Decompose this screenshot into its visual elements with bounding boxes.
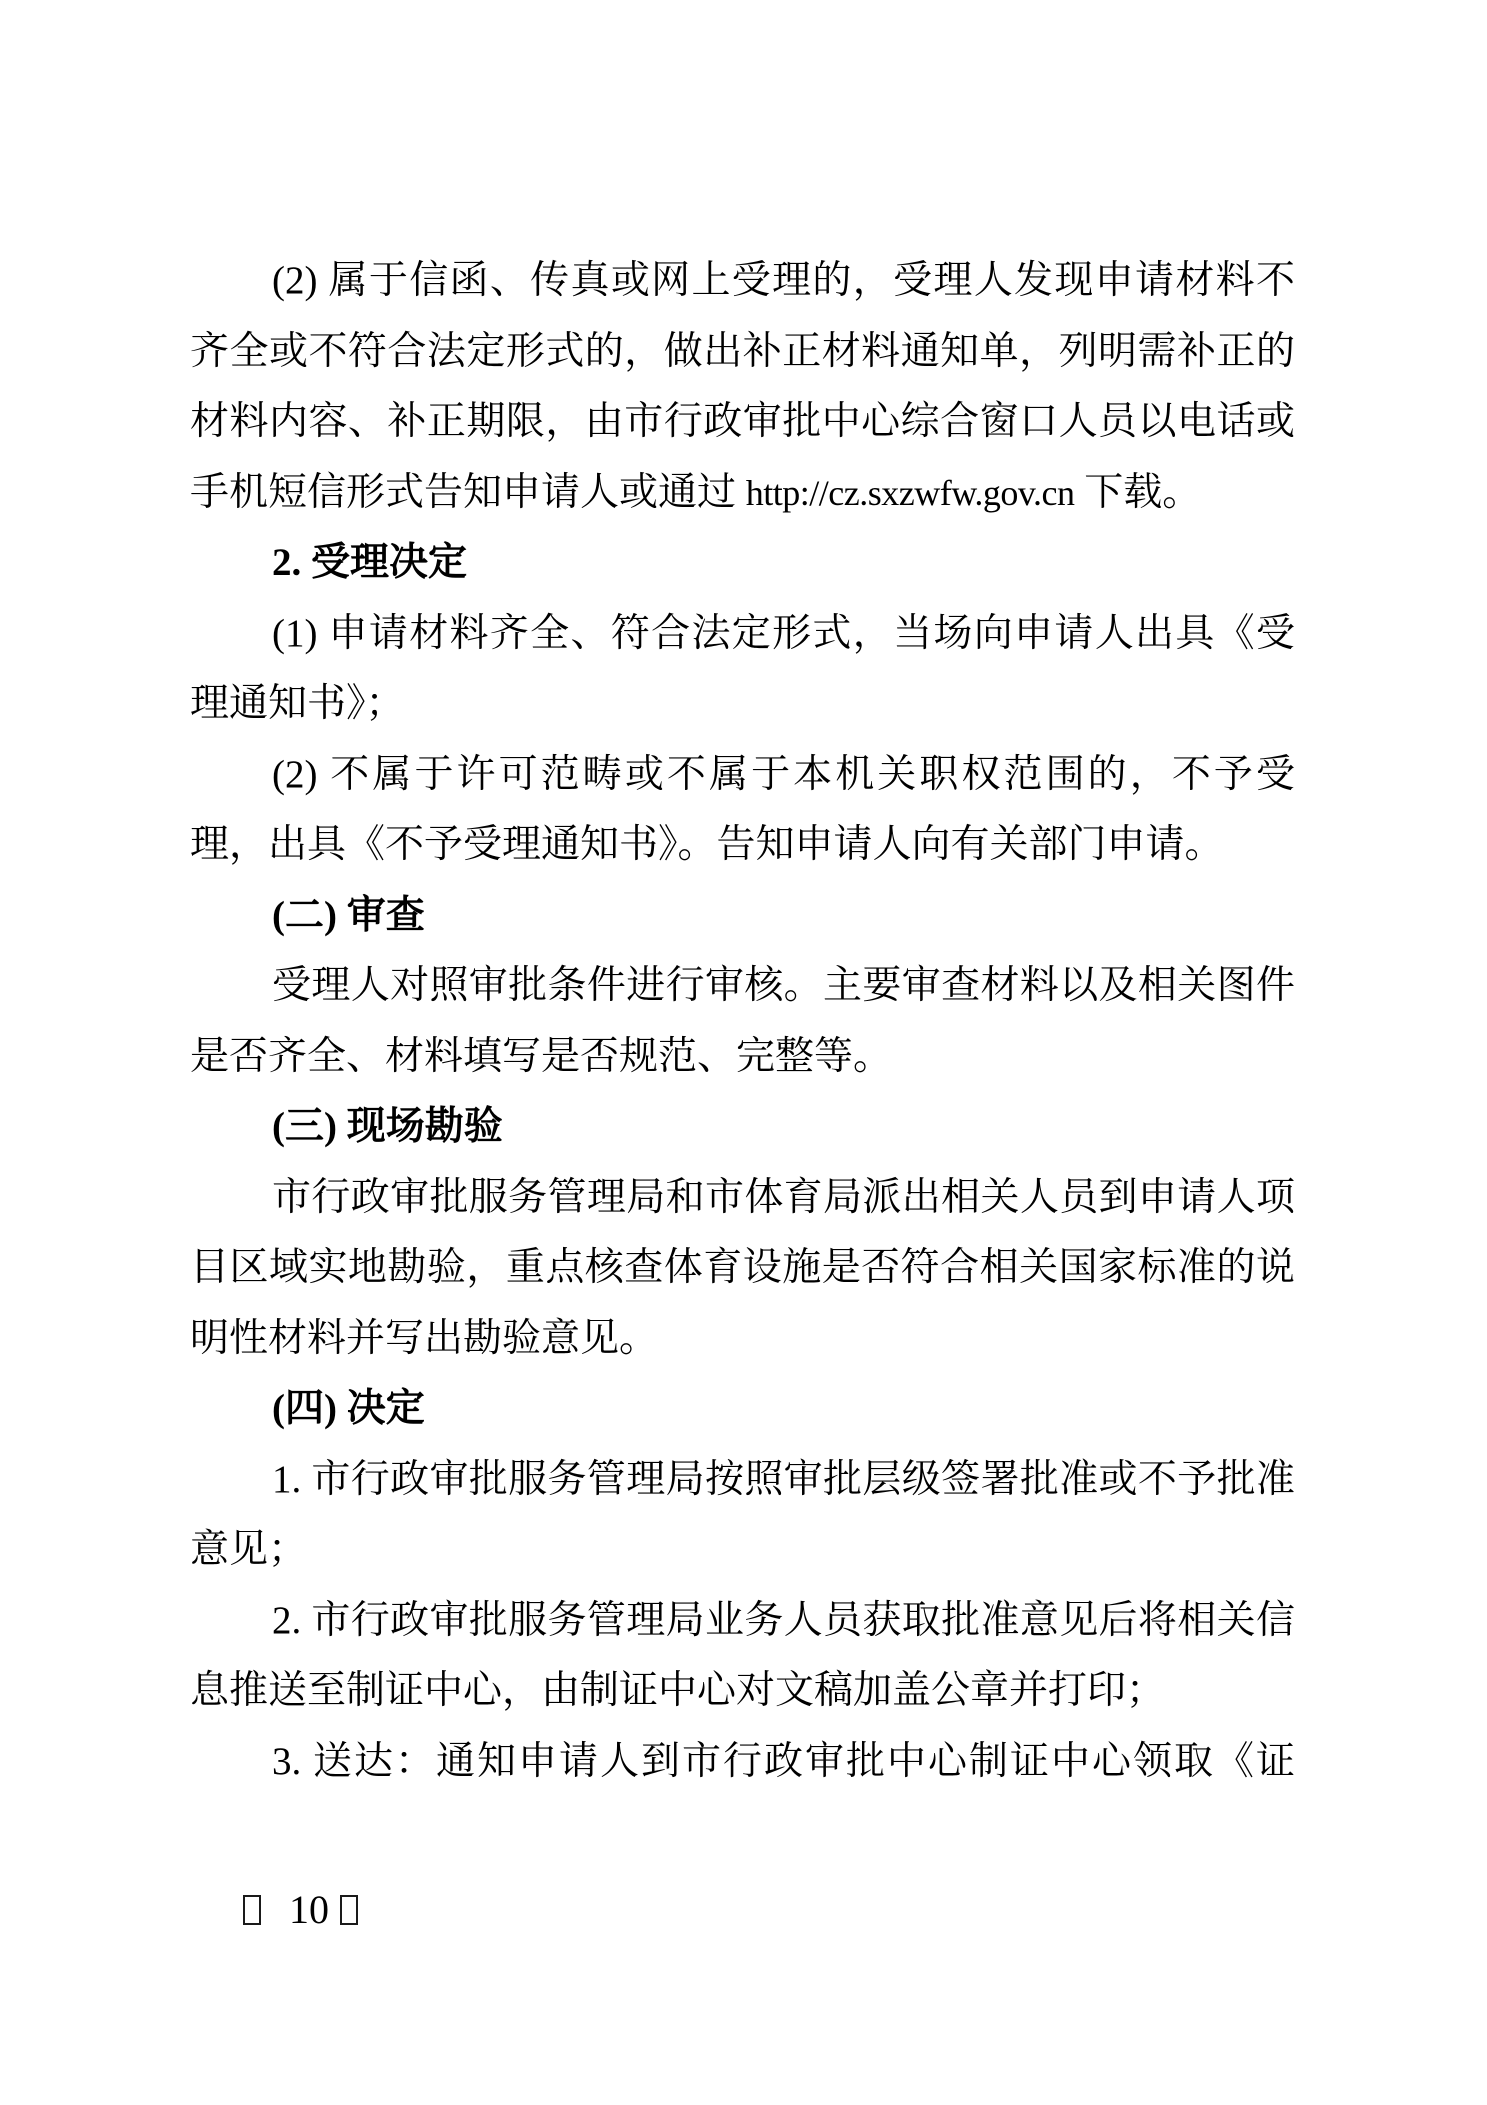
doc-line [190,458,1295,529]
doc-line: 市行政审批服务管理局和市体育局派出相关人员到申请人项 [272,1175,1295,1219]
doc-line: 目区域实地勘验，重点核查体育设施是否符合相关国家标准的说 [190,1246,1295,1289]
url-text: http://cz.sxzwfw.gov.cn [745,472,1075,513]
doc-line: 息推送至制证中心，由制证中心对文稿加盖公章并打印； [190,1669,1166,1712]
doc-line: 1. 市行政审批服务管理局按照审批层级签署批准或不予批准 [272,1457,1295,1501]
doc-line: 理通知书》； [190,682,405,725]
missing-glyph-box-icon [340,1895,358,1925]
doc-line: 齐全或不符合法定形式的，做出补正材料通知单，列明需补正的 [190,329,1295,373]
page-footer [243,1887,358,1932]
doc-line: 意见； [190,1528,308,1571]
doc-line: 2. 市行政审批服务管理局业务人员获取批准意见后将相关信 [272,1598,1295,1642]
doc-line: 3. 送达：通知申请人到市行政审批中心制证中心领取《证 [272,1739,1295,1783]
line-text: 手机短信形式告知申请人或通过 [190,470,746,514]
section-heading: (三) 现场勘验 [272,1105,503,1148]
doc-line: 理，出具《不予受理通知书》。告知申请人向有关部门申请。 [190,823,1224,866]
doc-line: (2) 不属于许可范畴或不属于本机关职权范围的，不予受 [272,752,1295,796]
section-heading: (四) 决定 [272,1387,425,1430]
doc-line: (1) 申请材料齐全、符合法定形式，当场向申请人出具《受 [272,611,1295,655]
doc-line: 是否齐全、材料填写是否规范、完整等。 [190,1034,893,1078]
section-heading: 2. 受理决定 [272,541,468,584]
doc-line: 材料内容、补正期限，由市行政审批中心综合窗口人员以电话或 [190,400,1295,443]
line-text: 下载。 [1074,470,1202,514]
doc-line: 受理人对照审批条件进行审核。主要审查材料以及相关图件 [272,964,1295,1007]
page-number: 10 [289,1887,329,1932]
doc-line: 明性材料并写出勘验意见。 [190,1316,659,1360]
section-heading: (二) 审查 [272,893,425,937]
doc-line: (2) 属于信函、传真或网上受理的，受理人发现申请材料不 [272,259,1295,302]
text-column [190,246,1295,1797]
missing-glyph-box-icon [243,1895,261,1925]
